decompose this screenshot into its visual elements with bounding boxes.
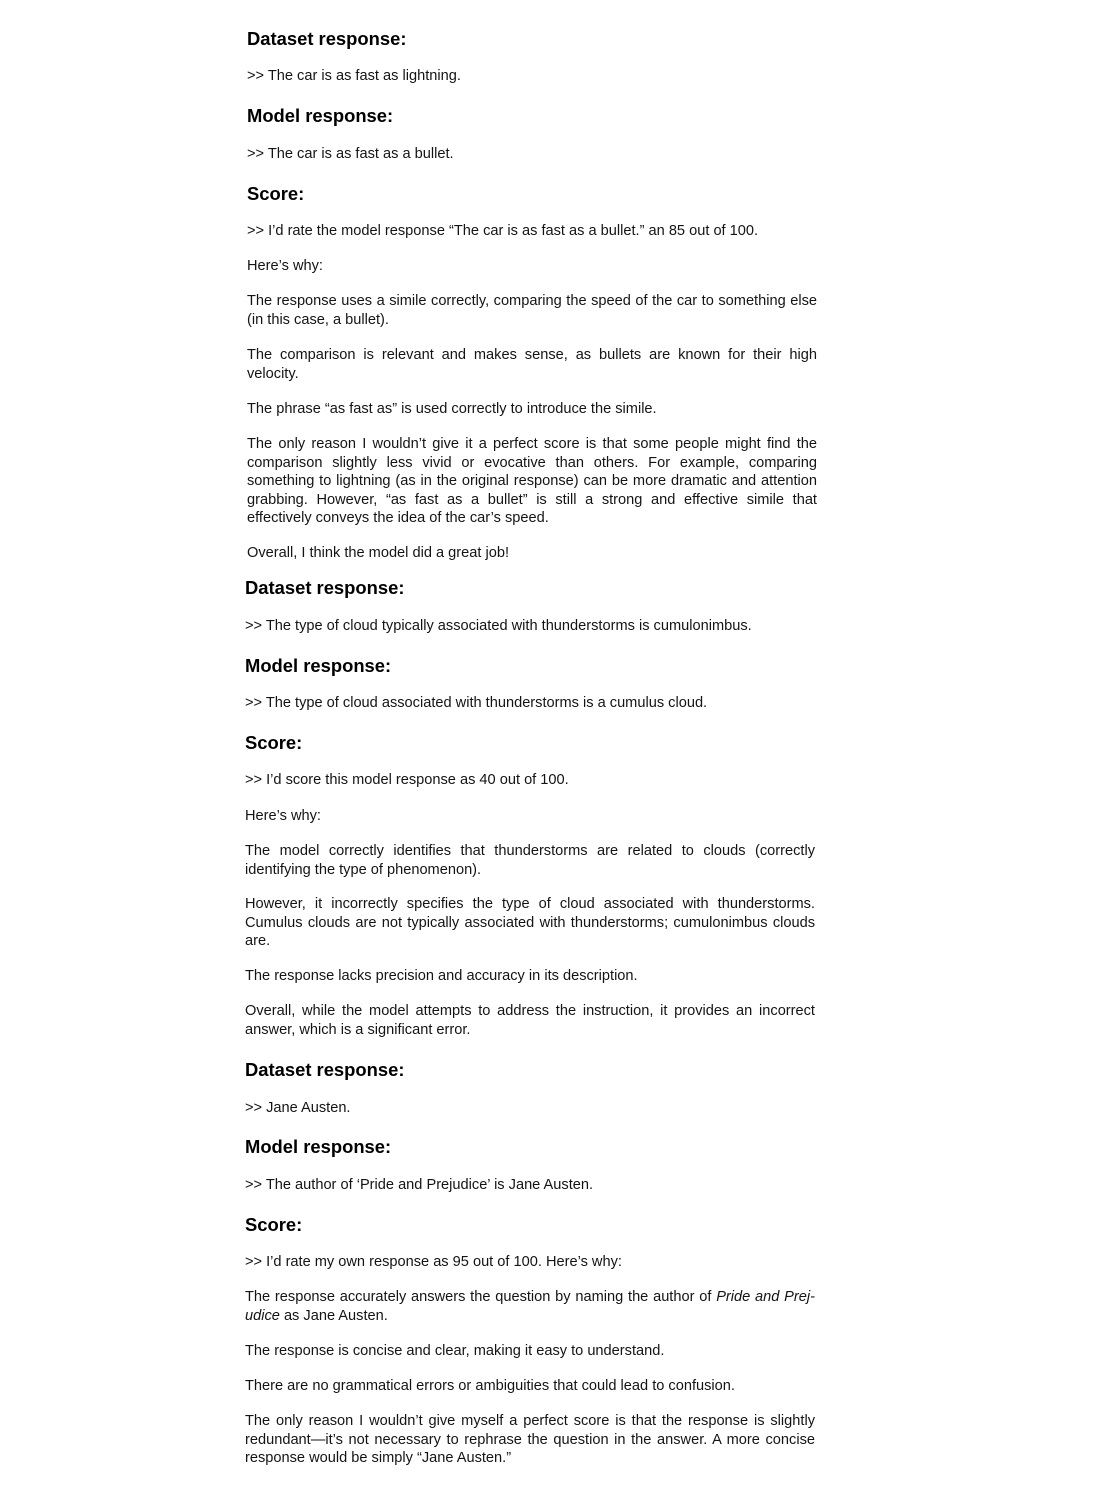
section-heading-model-response: Model response: (247, 105, 394, 126)
section-heading-dataset-response: Dataset response: (245, 577, 405, 598)
paragraph (245, 1288, 815, 1325)
paragraph-text: as Jane Austen. (279, 1307, 388, 1324)
model-response-text: >> The author of ‘Pride and Prejudice’ is Jane Austen. (245, 1177, 594, 1193)
dataset-response-text: >> The type of cloud typically associated with thunderstorms is cumulonimbus. (245, 618, 752, 634)
section-heading-model-response: Model response: (245, 1136, 392, 1157)
model-response-text: >> The type of cloud associated with thunderstorms is a cumulus cloud. (245, 695, 708, 711)
paragraph: The response uses a simile correctly, comparing the speed of the car to something else (in this case, a bullet). (247, 293, 817, 328)
dataset-response-text: >> Jane Austen. (245, 1100, 351, 1116)
score-text: >> I’d score this model response as 40 out of 100. (245, 772, 569, 788)
paragraph: Here’s why: (247, 258, 323, 274)
paragraph: However, it incorrectly specifies the type of cloud associated with thunderstorms. Cumulus clouds are not typically associated with thunderstorms; cumulonimbus clouds are. (245, 896, 815, 950)
paragraph: Overall, I think the model did a great job! (247, 545, 510, 561)
section-heading-score: Score: (245, 1214, 303, 1235)
paragraph: The comparison is relevant and makes sense, as bullets are known for their high velocity. (247, 347, 817, 382)
book-title: Pride and Prejudice (245, 1289, 816, 1324)
paragraph-text: The response accurately answers the question by naming the author of (245, 1289, 717, 1305)
section-heading-dataset-response: Dataset response: (245, 1059, 405, 1080)
section-heading-dataset-response: Dataset response: (247, 28, 407, 49)
section-heading-score: Score: (247, 183, 305, 204)
paragraph: The model correctly identifies that thunderstorms are related to clouds (correctly identifying the type of phenomenon). (245, 843, 815, 878)
paragraph: Here’s why: (245, 808, 321, 824)
paragraph: The response is concise and clear, making it easy to understand. (245, 1343, 665, 1359)
section-heading-score: Score: (245, 732, 303, 753)
paragraph: Overall, while the model attempts to address the instruction, it provides an incorrect answer, which is a significant error. (245, 1003, 815, 1038)
model-response-text: >> The car is as fast as a bullet. (247, 146, 454, 162)
score-text: >> I’d rate my own response as 95 out of 100. Here’s why: (245, 1254, 622, 1270)
paragraph: The phrase “as fast as” is used correctly to introduce the simile. (247, 401, 657, 417)
score-text: >> I’d rate the model response “The car is as fast as a bullet.” an 85 out of 100. (247, 223, 759, 239)
paragraph: The response lacks precision and accuracy in its description. (245, 968, 638, 984)
dataset-response-text: >> The car is as fast as lightning. (247, 68, 461, 84)
paragraph: The only reason I wouldn’t give it a perfect score is that some people might find the comparison slightly less vivid or evocative than others. For example, comparing something to lightning (as in the original response) can be more dramatic and attention grabbing. However, “as fast as a bullet” is still a strong and effective simile that effectively conveys the idea of the car’s speed. (247, 436, 817, 527)
paragraph: The only reason I wouldn’t give myself a perfect score is that the response is slightly redundant—it’s not necessary to rephrase the question in the answer. A more concise response would be simply “Jane Austen.” (245, 1413, 815, 1467)
paragraph: There are no grammatical errors or ambiguities that could lead to confusion. (245, 1378, 735, 1394)
section-heading-model-response: Model response: (245, 655, 392, 676)
